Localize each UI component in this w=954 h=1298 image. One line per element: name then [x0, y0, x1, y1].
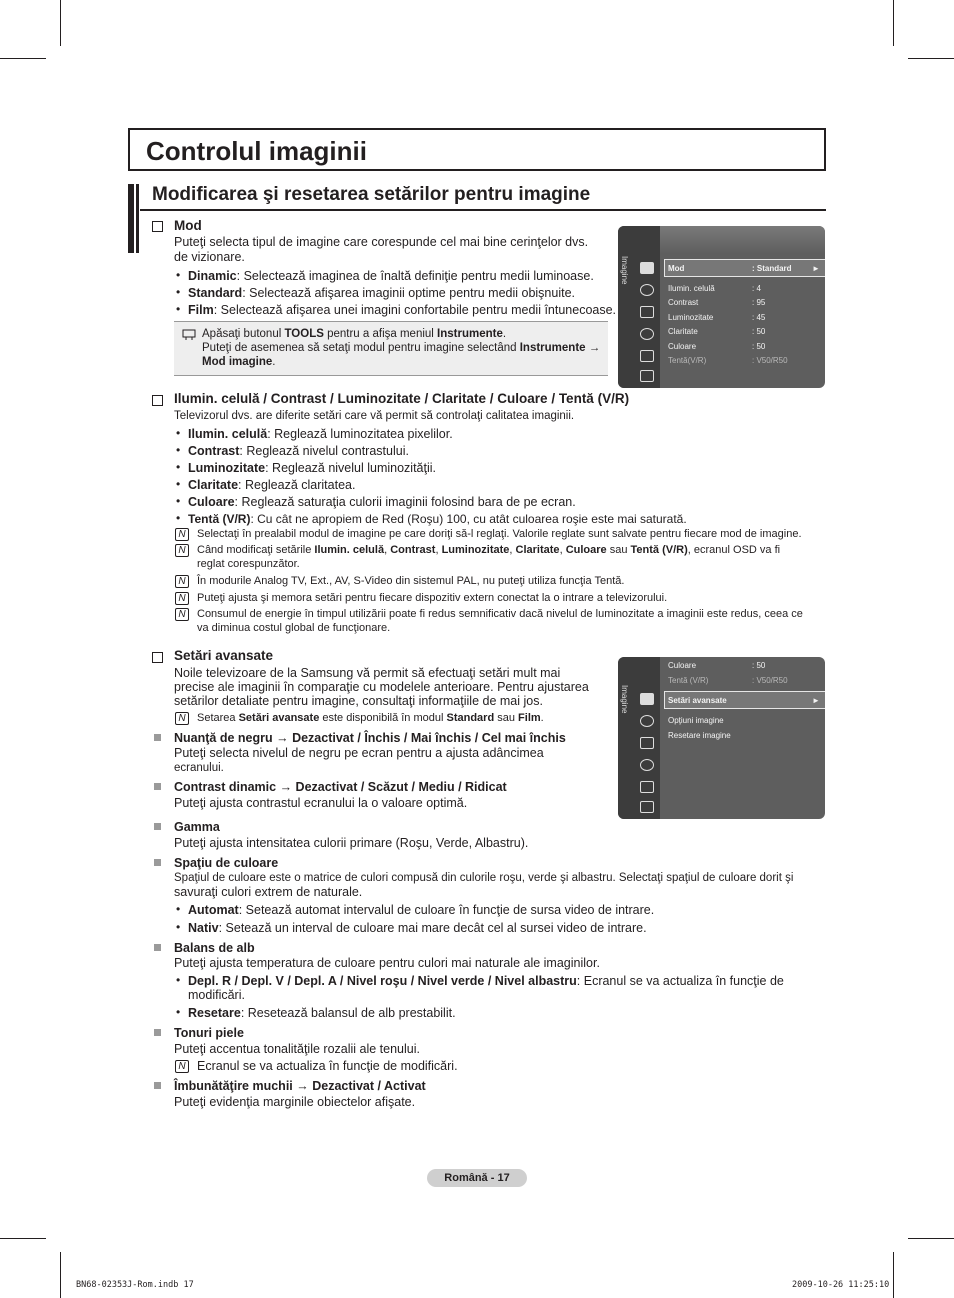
ilumin-note: Când modificaţi setările Ilumin. celulă, Contrast, Luminozitate, Claritate, Culoare sau Tentă (V/R), ecranul OSD va fi: [197, 544, 781, 556]
bullet: •: [176, 920, 181, 934]
osd-row-value: : V50/R50: [752, 676, 788, 685]
osd-selected-row: [664, 259, 825, 277]
osd-row-value: : 45: [752, 313, 766, 322]
sound-icon: [640, 284, 654, 296]
note-icon: N: [175, 575, 189, 588]
bullet: •: [176, 426, 181, 440]
osd-side-label: Imagine: [620, 256, 629, 285]
balans-bullet: modificări.: [188, 988, 245, 1002]
spatiu-bullet: Nativ: Setează un interval de culoare mai mare decât cel al sursei video de intrare.: [188, 921, 647, 935]
bullet: •: [176, 285, 181, 299]
footer-file: BN68-02353J-Rom.indb 17: [76, 1280, 194, 1290]
support-icon: [640, 370, 654, 382]
osd-row-value: : Standard: [752, 264, 792, 273]
gamma-text: Puteţi ajusta intensitatea culorii primare (Roşu, Verde, Albastru).: [174, 836, 529, 850]
adv-intro: precise ale imaginii în comparaţie cu modelele anterioare. Pentru ajustarea: [174, 680, 589, 694]
ilumin-note: Puteţi ajusta şi memora setări pentru fiecare dispozitiv extern conectat la o intrare a televizorului.: [197, 592, 668, 604]
ilumin-bullet: Contrast: Reglează nivelul contrastului.: [188, 444, 409, 458]
tonuri-text: Puteţi accentua tonalităţile rozalii ale tenului.: [174, 1042, 420, 1056]
tonuri-heading: Tonuri piele: [174, 1026, 244, 1040]
crop-mark: [908, 1238, 954, 1239]
bullet: •: [176, 494, 181, 508]
osd-menu-picture: [618, 226, 825, 388]
osd-row-value: : 50: [752, 342, 766, 351]
note-icon: N: [175, 528, 189, 541]
osd-menu-advanced: [618, 657, 825, 819]
ilumin-note: va diminua costul global de funcţionare.: [197, 622, 391, 634]
section-title: Modificarea şi resetarea setărilor pentru imagine: [152, 184, 591, 205]
square-bullet: [154, 1029, 161, 1036]
square-bullet: [154, 944, 161, 951]
note-icon: N: [175, 592, 189, 605]
crop-mark: [893, 1252, 894, 1298]
checkbox-icon: [152, 221, 163, 232]
crop-mark: [893, 0, 894, 46]
spatiu-text: savuraţi culori extrem de naturale.: [174, 885, 363, 899]
osd-row-label[interactable]: Setări avansate: [668, 696, 727, 705]
crop-mark: [60, 1252, 61, 1298]
tip-line-3: Mod imagine.: [202, 356, 276, 368]
nuanta-heading: Nuanţă de negru → Dezactivat / Închis / Mai închis / Cel mai închis: [174, 731, 566, 745]
ilumin-bullet: Luminozitate: Reglează nivelul luminozităţii.: [188, 461, 437, 475]
balans-bullet: Resetare: Resetează balansul de alb prestabilit.: [188, 1006, 456, 1020]
ilumin-bullet: Ilumin. celulă: Reglează luminozitatea pixelilor.: [188, 427, 453, 441]
mod-intro: Puteţi selecta tipul de imagine care corespunde cel mai bine cerinţelor dvs.: [174, 235, 589, 249]
bullet: •: [176, 268, 181, 282]
page-title-box: [128, 128, 826, 171]
ilumin-note: În modurile Analog TV, Ext., AV, S-Video din sistemul PAL, nu puteţi utiliza funcţia Tentă.: [197, 575, 625, 587]
osd-row-label[interactable]: Opţiuni imagine: [668, 716, 724, 725]
osd-row-value: : 95: [752, 298, 766, 307]
nuanta-text: Puteţi selecta nivelul de negru pe ecran pentru a ajusta adâncimea: [174, 746, 544, 760]
osd-row-label[interactable]: Culoare: [668, 661, 697, 670]
note-icon: N: [175, 1060, 189, 1073]
spatiu-text: Spaţiul de culoare este o matrice de culori compusă din culorile roşu, verde şi albastru. Selectaţi spaţiul de culoare dorit şi: [174, 872, 794, 884]
osd-row-label[interactable]: Tentă(V/R): [668, 356, 707, 365]
crop-mark: [908, 58, 954, 59]
remote-tools-icon: [182, 329, 196, 341]
checkbox-icon: [152, 652, 163, 663]
adv-intro: Noile televizoare de la Samsung vă permit să efectuaţi setări mult mai: [174, 666, 561, 680]
section-bar: [128, 184, 134, 253]
balans-heading: Balans de alb: [174, 941, 255, 955]
spatiu-heading: Spaţiu de culoare: [174, 856, 279, 870]
ilumin-heading: Ilumin. celulă / Contrast / Luminozitate / Claritate / Culoare / Tentă (V/R): [174, 391, 630, 406]
bullet: •: [176, 477, 181, 491]
note-icon: N: [175, 608, 189, 621]
note-icon: N: [175, 544, 189, 557]
page-number: Română - 17: [427, 1169, 527, 1187]
section-bar: [136, 184, 139, 253]
page-title: Controlul imaginii: [146, 136, 367, 166]
sound-icon: [640, 715, 654, 727]
support-icon: [640, 801, 654, 813]
ilumin-note: Consumul de energie în timpul utilizării poate fi redus semnificativ dacă nivelul de luminozitate a imaginii este redus, ceea ce: [197, 608, 803, 620]
picture-icon: [640, 693, 654, 705]
osd-row-label[interactable]: Culoare: [668, 342, 697, 351]
crop-mark: [0, 58, 46, 59]
ilumin-note: reglat corespunzător.: [197, 558, 300, 570]
osd-row-label[interactable]: Resetare imagine: [668, 731, 731, 740]
bullet: •: [176, 460, 181, 474]
setup-icon: [640, 328, 654, 340]
mod-bullet-dinamic: Dinamic: Selectează imaginea de înaltă definiţie pentru medii luminoase.: [188, 269, 594, 283]
bullet: •: [176, 1005, 181, 1019]
tip-line-1: Apăsaţi butonul TOOLS pentru a afişa meniul Instrumente.: [202, 328, 507, 340]
square-bullet: [154, 783, 161, 790]
bullet: •: [176, 973, 181, 987]
picture-icon: [640, 262, 654, 274]
osd-arrow-icon: ►: [812, 264, 820, 273]
osd-row-label[interactable]: Contrast: [668, 298, 699, 307]
checkbox-icon: [152, 395, 163, 406]
setup-icon: [640, 759, 654, 771]
ilumin-bullet: Claritate: Reglează claritatea.: [188, 478, 356, 492]
osd-arrow-icon: ►: [812, 696, 820, 705]
channel-icon: [640, 737, 654, 749]
square-bullet: [154, 859, 161, 866]
section-rule: [140, 209, 826, 211]
contrast-text: Puteţi ajusta contrastul ecranului la o valoare optimă.: [174, 796, 468, 810]
footer-timestamp: 2009-10-26 11:25:10: [792, 1280, 890, 1290]
contrast-heading: Contrast dinamic → Dezactivat / Scăzut / Mediu / Ridicat: [174, 780, 507, 794]
mod-intro: de vizionare.: [174, 250, 245, 264]
bullet: •: [176, 443, 181, 457]
gamma-heading: Gamma: [174, 820, 220, 834]
osd-side-label: Imagine: [620, 685, 629, 714]
crop-mark: [60, 0, 61, 46]
osd-row-value: : 50: [752, 327, 766, 336]
balans-bullet: Depl. R / Depl. V / Depl. A / Nivel roşu / Nivel verde / Nivel albastru: Ecranul se va actualiza în funcţie de: [188, 974, 784, 988]
adv-intro: setărilor detaliate pentru imagine, consultaţi informaţiile de mai jos.: [174, 694, 543, 708]
adv-note: Setarea Setări avansate este disponibilă în modul Standard sau Film.: [197, 712, 544, 724]
ilumin-intro: Televizorul dvs. are diferite setări care vă permit să controlaţi calitatea imaginii.: [174, 410, 575, 422]
crop-mark: [0, 1238, 46, 1239]
osd-row-label[interactable]: Claritate: [668, 327, 698, 336]
tonuri-note: Ecranul se va actualiza în funcţie de modificări.: [197, 1059, 458, 1073]
imbun-text: Puteţi evidenţia marginile obiectelor afişate.: [174, 1095, 416, 1109]
ilumin-bullet: Culoare: Reglează saturaţia culorii imaginii folosind bara de pe ecran.: [188, 495, 576, 509]
bullet: •: [176, 902, 181, 916]
balans-text: Puteţi ajusta temperatura de culoare pentru culori mai naturale ale imaginilor.: [174, 956, 600, 970]
adv-heading: Setări avansate: [174, 648, 274, 663]
nuanta-text: ecranului.: [174, 762, 224, 774]
input-icon: [640, 350, 654, 362]
bullet: •: [176, 302, 181, 316]
spatiu-bullet: Automat: Setează automat intervalul de culoare în funcţie de sursa video de intrare.: [188, 903, 655, 917]
mod-bullet-film: Film: Selectează afişarea unei imagini confortabile pentru medii întunecoase.: [188, 303, 617, 317]
tip-line-2: Puteţi de asemenea să setaţi modul pentru imagine selectând Instrumente →: [202, 342, 601, 354]
ilumin-bullet: Tentă (V/R): Cu cât ne apropiem de Red (Roşu) 100, cu atât culoarea roşie este mai saturată.: [188, 512, 687, 526]
mod-bullet-standard: Standard: Selectează afişarea imaginii optime pentru medii obişnuite.: [188, 286, 576, 300]
mod-heading: Mod: [174, 218, 202, 233]
bullet: •: [176, 511, 181, 525]
osd-row-label[interactable]: Mod: [668, 264, 685, 273]
square-bullet: [154, 823, 161, 830]
osd-row-label[interactable]: Luminozitate: [668, 313, 714, 322]
osd-row-value: : 4: [752, 284, 761, 293]
osd-row-label[interactable]: Ilumin. celulă: [668, 284, 715, 293]
note-icon: N: [175, 712, 189, 725]
osd-row-value: : 50: [752, 661, 766, 670]
square-bullet: [154, 1082, 161, 1089]
osd-row-value: : V50/R50: [752, 356, 788, 365]
tools-tip-box: [174, 321, 608, 376]
square-bullet: [154, 734, 161, 741]
ilumin-note: Selectaţi în prealabil modul de imagine pe care doriţi să-l reglaţi. Valorile reglate sunt salvate pentru fiecare mod de imagine.: [197, 528, 802, 540]
channel-icon: [640, 306, 654, 318]
input-icon: [640, 781, 654, 793]
imbun-heading: Îmbunătăţire muchii → Dezactivat / Activat: [174, 1079, 426, 1093]
osd-row-label[interactable]: Tentă (V/R): [668, 676, 709, 685]
